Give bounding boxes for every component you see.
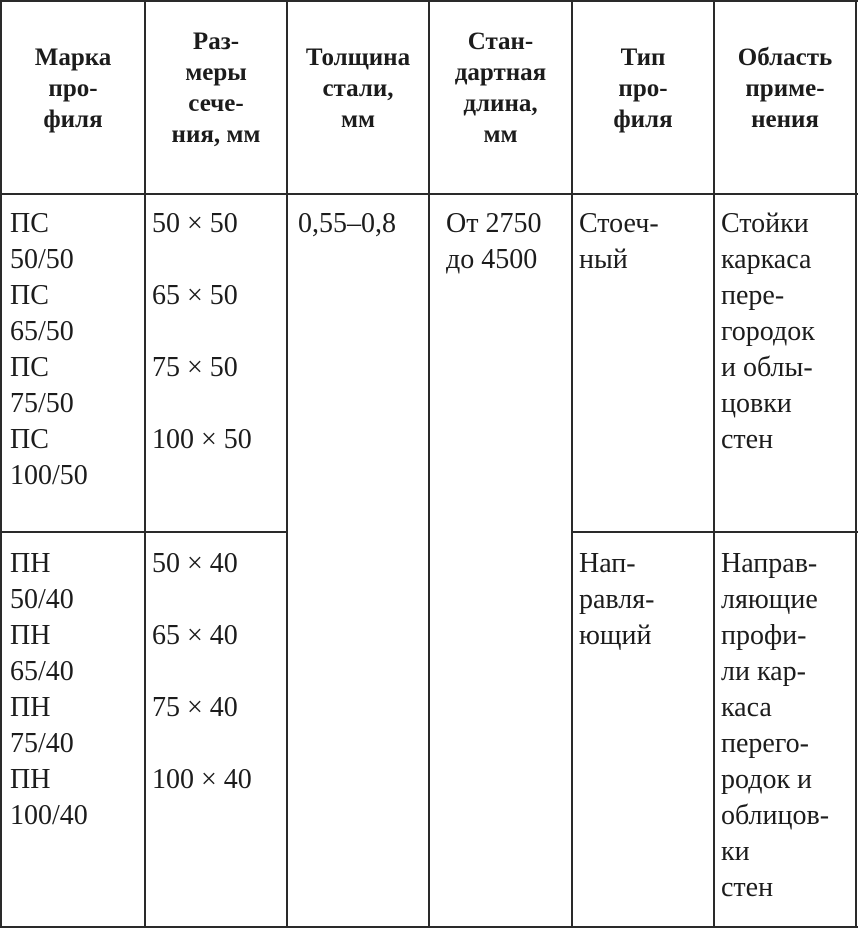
header-profile-type: Тип про- филя: [613, 44, 673, 133]
group-pn-brands: [10, 546, 88, 834]
grid-line: [571, 531, 858, 533]
group-ps-sizes: [152, 206, 252, 494]
brand-line: ПС: [10, 208, 49, 239]
brand-line: ПН: [10, 692, 51, 723]
standard-length-value: От 2750 до 4500: [446, 208, 542, 275]
brand-line: ПС: [10, 424, 49, 455]
size-value: 50 × 50: [152, 208, 238, 239]
header-steel-thickness: Толщина стали, мм: [305, 44, 411, 133]
brand-line: 100/40: [10, 800, 88, 831]
group-pn-sizes: [152, 546, 252, 834]
group-ps-brands: [10, 206, 88, 494]
size-value: 65 × 50: [152, 280, 238, 311]
header-section-size: Раз- меры сече- ния, мм: [171, 28, 261, 148]
grid-line: [0, 193, 858, 195]
group-ps-usage: Стойки каркаса пере- городок и облы- цовки стен: [721, 208, 815, 455]
grid-line: [0, 0, 2, 928]
group-pn-usage: Направ- ляющие профи- ли кар- каса перего- родок и облицов- ки стен: [721, 548, 830, 903]
size-value: 100 × 50: [152, 424, 252, 455]
group-ps-type: Стоеч- ный: [579, 208, 659, 275]
grid-line: [286, 0, 288, 928]
brand-line: 50/50: [10, 244, 74, 275]
brand-line: ПС: [10, 352, 49, 383]
grid-line: [571, 0, 573, 928]
header-application: Область приме- нения: [737, 44, 833, 133]
header-standard-length: Стан- дартная длина, мм: [454, 28, 547, 148]
steel-thickness-value: 0,55–0,8: [298, 208, 396, 239]
size-value: 75 × 40: [152, 692, 238, 723]
grid-line: [0, 531, 288, 533]
brand-line: 65/50: [10, 316, 74, 347]
brand-line: ПН: [10, 548, 51, 579]
size-value: 50 × 40: [152, 548, 238, 579]
grid-line: [713, 0, 715, 928]
group-pn-type: Нап- равля- ющий: [579, 548, 655, 651]
header-brand: Марка про- филя: [34, 44, 112, 133]
brand-line: 50/40: [10, 584, 74, 615]
size-value: 75 × 50: [152, 352, 238, 383]
grid-line: [855, 0, 857, 928]
brand-line: ПН: [10, 764, 51, 795]
brand-line: 75/50: [10, 388, 74, 419]
size-value: 65 × 40: [152, 620, 238, 651]
brand-line: ПН: [10, 620, 51, 651]
brand-line: 75/40: [10, 728, 74, 759]
brand-line: 65/40: [10, 656, 74, 687]
brand-line: 100/50: [10, 460, 88, 491]
size-value: 100 × 40: [152, 764, 252, 795]
brand-line: ПС: [10, 280, 49, 311]
grid-line: [0, 0, 858, 2]
